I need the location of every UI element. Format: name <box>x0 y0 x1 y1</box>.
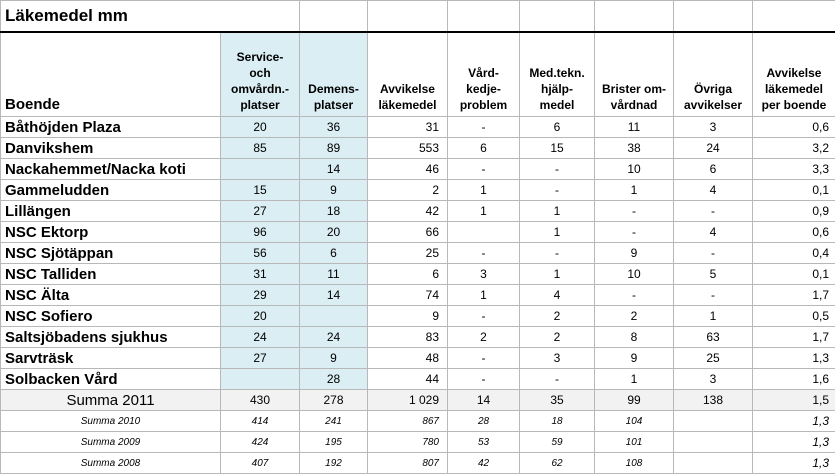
cell-vardkedje[interactable]: - <box>448 348 520 369</box>
cell-brister[interactable]: 104 <box>595 411 674 432</box>
table-row <box>1 411 835 432</box>
table-row <box>1 327 835 348</box>
cell-service[interactable] <box>221 369 300 390</box>
cell-vardkedje[interactable]: - <box>448 369 520 390</box>
cell-ovriga[interactable]: 63 <box>674 327 753 348</box>
cell-lakemedel[interactable]: 83 <box>368 327 448 348</box>
cell-vardkedje[interactable] <box>448 222 520 243</box>
cell-per[interactable]: 1,5 <box>753 390 835 411</box>
cell-lakemedel[interactable]: 867 <box>368 411 448 432</box>
table-row <box>1 159 835 180</box>
row-label[interactable]: Lillängen <box>1 201 221 222</box>
cell[interactable] <box>520 1 595 32</box>
header-row <box>1 32 835 117</box>
cell-ovriga[interactable]: 24 <box>674 138 753 159</box>
cell-brister[interactable]: - <box>595 201 674 222</box>
cell-medtekn[interactable]: 1 <box>520 264 595 285</box>
header-cell[interactable]: Övriga avvikelser <box>674 32 753 117</box>
cell-vardkedje[interactable]: - <box>448 159 520 180</box>
table-row <box>1 348 835 369</box>
cell-demens[interactable]: 241 <box>300 411 368 432</box>
cell-vardkedje[interactable]: - <box>448 243 520 264</box>
cell-per[interactable]: 0,9 <box>753 201 835 222</box>
cell-lakemedel[interactable]: 42 <box>368 201 448 222</box>
cell[interactable] <box>595 1 674 32</box>
cell-vardkedje[interactable]: 1 <box>448 180 520 201</box>
cell-brister[interactable]: 9 <box>595 348 674 369</box>
cell-brister[interactable]: - <box>595 285 674 306</box>
cell-lakemedel[interactable]: 780 <box>368 432 448 453</box>
cell-medtekn[interactable]: - <box>520 369 595 390</box>
cell-brister[interactable]: 99 <box>595 390 674 411</box>
cell-lakemedel[interactable]: 74 <box>368 285 448 306</box>
cell-brister[interactable]: 10 <box>595 264 674 285</box>
cell-ovriga[interactable]: - <box>674 243 753 264</box>
cell-medtekn[interactable]: 15 <box>520 138 595 159</box>
cell[interactable] <box>300 1 368 32</box>
cell-brister[interactable]: 10 <box>595 159 674 180</box>
cell-medtekn[interactable]: 62 <box>520 453 595 474</box>
cell-service[interactable]: 85 <box>221 138 300 159</box>
cell-brister[interactable]: 9 <box>595 243 674 264</box>
header-cell[interactable]: Avvikelse läkemedel per boende <box>753 32 835 117</box>
cell-lakemedel[interactable]: 31 <box>368 117 448 138</box>
cell-ovriga[interactable]: 4 <box>674 180 753 201</box>
cell-demens[interactable]: 24 <box>300 327 368 348</box>
cell-service[interactable]: 27 <box>221 201 300 222</box>
cell-per[interactable]: 1,3 <box>753 432 835 453</box>
cell-ovriga[interactable]: - <box>674 201 753 222</box>
cell-medtekn[interactable]: 18 <box>520 411 595 432</box>
cell-per[interactable]: 3,2 <box>753 138 835 159</box>
row-label[interactable]: Summa 2010 <box>1 411 221 432</box>
cell-demens[interactable]: 20 <box>300 222 368 243</box>
cell-per[interactable]: 1,7 <box>753 327 835 348</box>
cell-lakemedel[interactable]: 807 <box>368 453 448 474</box>
header-cell[interactable]: Service- och omvårdn.- platser <box>221 32 300 117</box>
row-label[interactable]: NSC Ektorp <box>1 222 221 243</box>
row-label[interactable]: NSC Sjötäppan <box>1 243 221 264</box>
cell-ovriga[interactable]: 3 <box>674 117 753 138</box>
cell-demens[interactable]: 89 <box>300 138 368 159</box>
cell-per[interactable]: 3,3 <box>753 159 835 180</box>
cell-demens[interactable]: 195 <box>300 432 368 453</box>
row-label[interactable]: Gammeludden <box>1 180 221 201</box>
cell[interactable] <box>368 1 448 32</box>
cell-medtekn[interactable]: 4 <box>520 285 595 306</box>
header-cell[interactable]: Brister om- vårdnad <box>595 32 674 117</box>
cell-service[interactable]: 29 <box>221 285 300 306</box>
row-label[interactable]: Summa 2008 <box>1 453 221 474</box>
cell-demens[interactable]: 6 <box>300 243 368 264</box>
cell-brister[interactable]: 1 <box>595 369 674 390</box>
cell-medtekn[interactable]: 2 <box>520 306 595 327</box>
cell-lakemedel[interactable]: 9 <box>368 306 448 327</box>
cell-vardkedje[interactable]: - <box>448 117 520 138</box>
cell-per[interactable]: 1,6 <box>753 369 835 390</box>
cell-vardkedje[interactable]: 42 <box>448 453 520 474</box>
row-label[interactable]: Danvikshem <box>1 138 221 159</box>
cell-lakemedel[interactable]: 6 <box>368 264 448 285</box>
cell-ovriga[interactable] <box>674 453 753 474</box>
cell-medtekn[interactable]: 35 <box>520 390 595 411</box>
cell-brister[interactable]: 1 <box>595 180 674 201</box>
cell-ovriga[interactable]: 6 <box>674 159 753 180</box>
row-label[interactable]: Summa 2009 <box>1 432 221 453</box>
table-row <box>1 306 835 327</box>
cell-medtekn[interactable]: 2 <box>520 327 595 348</box>
cell-vardkedje[interactable]: 1 <box>448 285 520 306</box>
cell-per[interactable]: 1,7 <box>753 285 835 306</box>
row-label[interactable]: Nackahemmet/Nacka koti <box>1 159 221 180</box>
cell-service[interactable]: 407 <box>221 453 300 474</box>
table-row <box>1 264 835 285</box>
cell-medtekn[interactable]: 3 <box>520 348 595 369</box>
table-row <box>1 390 835 411</box>
cell-ovriga[interactable]: 138 <box>674 390 753 411</box>
cell-brister[interactable]: 11 <box>595 117 674 138</box>
table-row <box>1 201 835 222</box>
cell-demens[interactable]: 14 <box>300 285 368 306</box>
cell[interactable] <box>753 1 835 32</box>
row-label[interactable]: Solbacken Vård <box>1 369 221 390</box>
cell-service[interactable]: 15 <box>221 180 300 201</box>
cell-service[interactable]: 31 <box>221 264 300 285</box>
cell-vardkedje[interactable]: 6 <box>448 138 520 159</box>
row-label[interactable]: Summa 2011 <box>1 390 221 411</box>
row-label[interactable]: Båthöjden Plaza <box>1 117 221 138</box>
row-label[interactable]: NSC Talliden <box>1 264 221 285</box>
cell-demens[interactable]: 18 <box>300 201 368 222</box>
cell-per[interactable]: 1,3 <box>753 453 835 474</box>
cell-vardkedje[interactable]: 1 <box>448 201 520 222</box>
cell-service[interactable]: 27 <box>221 348 300 369</box>
cell-demens[interactable]: 36 <box>300 117 368 138</box>
header-cell[interactable]: Vård- kedje- problem <box>448 32 520 117</box>
cell[interactable] <box>448 1 520 32</box>
cell-service[interactable]: 56 <box>221 243 300 264</box>
cell-service[interactable] <box>221 159 300 180</box>
cell-lakemedel[interactable]: 25 <box>368 243 448 264</box>
cell-service[interactable]: 414 <box>221 411 300 432</box>
cell-service[interactable]: 20 <box>221 306 300 327</box>
cell-ovriga[interactable] <box>674 411 753 432</box>
cell-vardkedje[interactable]: 3 <box>448 264 520 285</box>
cell-service[interactable]: 430 <box>221 390 300 411</box>
cell-vardkedje[interactable]: - <box>448 306 520 327</box>
cell-lakemedel[interactable]: 44 <box>368 369 448 390</box>
cell-per[interactable]: 0,6 <box>753 117 835 138</box>
cell-lakemedel[interactable]: 1 029 <box>368 390 448 411</box>
table-row <box>1 453 835 474</box>
cell-lakemedel[interactable]: 553 <box>368 138 448 159</box>
cell-vardkedje[interactable]: 53 <box>448 432 520 453</box>
cell-vardkedje[interactable]: 14 <box>448 390 520 411</box>
cell-brister[interactable]: 8 <box>595 327 674 348</box>
cell-per[interactable]: 1,3 <box>753 348 835 369</box>
cell-demens[interactable]: 9 <box>300 348 368 369</box>
cell-ovriga[interactable]: 4 <box>674 222 753 243</box>
cell-service[interactable]: 96 <box>221 222 300 243</box>
table-row <box>1 138 835 159</box>
cell-per[interactable]: 0,4 <box>753 243 835 264</box>
cell-lakemedel[interactable]: 66 <box>368 222 448 243</box>
cell[interactable] <box>221 1 300 32</box>
cell-brister[interactable]: 108 <box>595 453 674 474</box>
table-row <box>1 222 835 243</box>
cell-medtekn[interactable]: - <box>520 243 595 264</box>
cell-demens[interactable]: 192 <box>300 453 368 474</box>
cell-medtekn[interactable]: - <box>520 180 595 201</box>
cell-lakemedel[interactable]: 46 <box>368 159 448 180</box>
table-row <box>1 180 835 201</box>
cell-service[interactable]: 20 <box>221 117 300 138</box>
header-cell[interactable]: Avvikelse läkemedel <box>368 32 448 117</box>
table-row <box>1 285 835 306</box>
table-row <box>1 117 835 138</box>
title-row <box>1 1 835 32</box>
cell-lakemedel[interactable]: 2 <box>368 180 448 201</box>
header-cell[interactable]: Med.tekn. hjälp- medel <box>520 32 595 117</box>
cell-demens[interactable]: 14 <box>300 159 368 180</box>
cell-service[interactable]: 24 <box>221 327 300 348</box>
cell-vardkedje[interactable]: 2 <box>448 327 520 348</box>
cell-demens[interactable]: 11 <box>300 264 368 285</box>
cell-vardkedje[interactable]: 28 <box>448 411 520 432</box>
row-label[interactable]: Saltsjöbadens sjukhus <box>1 327 221 348</box>
table-row <box>1 432 835 453</box>
cell-per[interactable]: 0,1 <box>753 180 835 201</box>
cell-demens[interactable] <box>300 306 368 327</box>
cell-brister[interactable]: 101 <box>595 432 674 453</box>
header-cell[interactable]: Boende <box>1 32 221 117</box>
cell-per[interactable]: 0,6 <box>753 222 835 243</box>
cell-per[interactable]: 0,1 <box>753 264 835 285</box>
cell-lakemedel[interactable]: 48 <box>368 348 448 369</box>
cell-ovriga[interactable]: 25 <box>674 348 753 369</box>
cell-demens[interactable]: 9 <box>300 180 368 201</box>
table-row <box>1 369 835 390</box>
header-cell[interactable]: Demens- platser <box>300 32 368 117</box>
row-label[interactable]: NSC Sofiero <box>1 306 221 327</box>
cell-service[interactable]: 424 <box>221 432 300 453</box>
cell-brister[interactable]: 38 <box>595 138 674 159</box>
cell-ovriga[interactable]: 3 <box>674 369 753 390</box>
cell-per[interactable]: 0,5 <box>753 306 835 327</box>
row-label[interactable]: Sarvträsk <box>1 348 221 369</box>
cell-medtekn[interactable]: - <box>520 159 595 180</box>
cell-ovriga[interactable]: 1 <box>674 306 753 327</box>
cell-medtekn[interactable]: 1 <box>520 201 595 222</box>
cell-ovriga[interactable]: - <box>674 285 753 306</box>
cell[interactable] <box>674 1 753 32</box>
cell-medtekn[interactable]: 6 <box>520 117 595 138</box>
cell-ovriga[interactable] <box>674 432 753 453</box>
cell-per[interactable]: 1,3 <box>753 411 835 432</box>
cell-demens[interactable]: 278 <box>300 390 368 411</box>
cell-medtekn[interactable]: 1 <box>520 222 595 243</box>
cell-brister[interactable]: 2 <box>595 306 674 327</box>
row-label[interactable]: NSC Älta <box>1 285 221 306</box>
cell-demens[interactable]: 28 <box>300 369 368 390</box>
table-row <box>1 243 835 264</box>
sheet-title[interactable]: Läkemedel mm <box>1 1 221 32</box>
cell-brister[interactable]: - <box>595 222 674 243</box>
cell-medtekn[interactable]: 59 <box>520 432 595 453</box>
cell-ovriga[interactable]: 5 <box>674 264 753 285</box>
